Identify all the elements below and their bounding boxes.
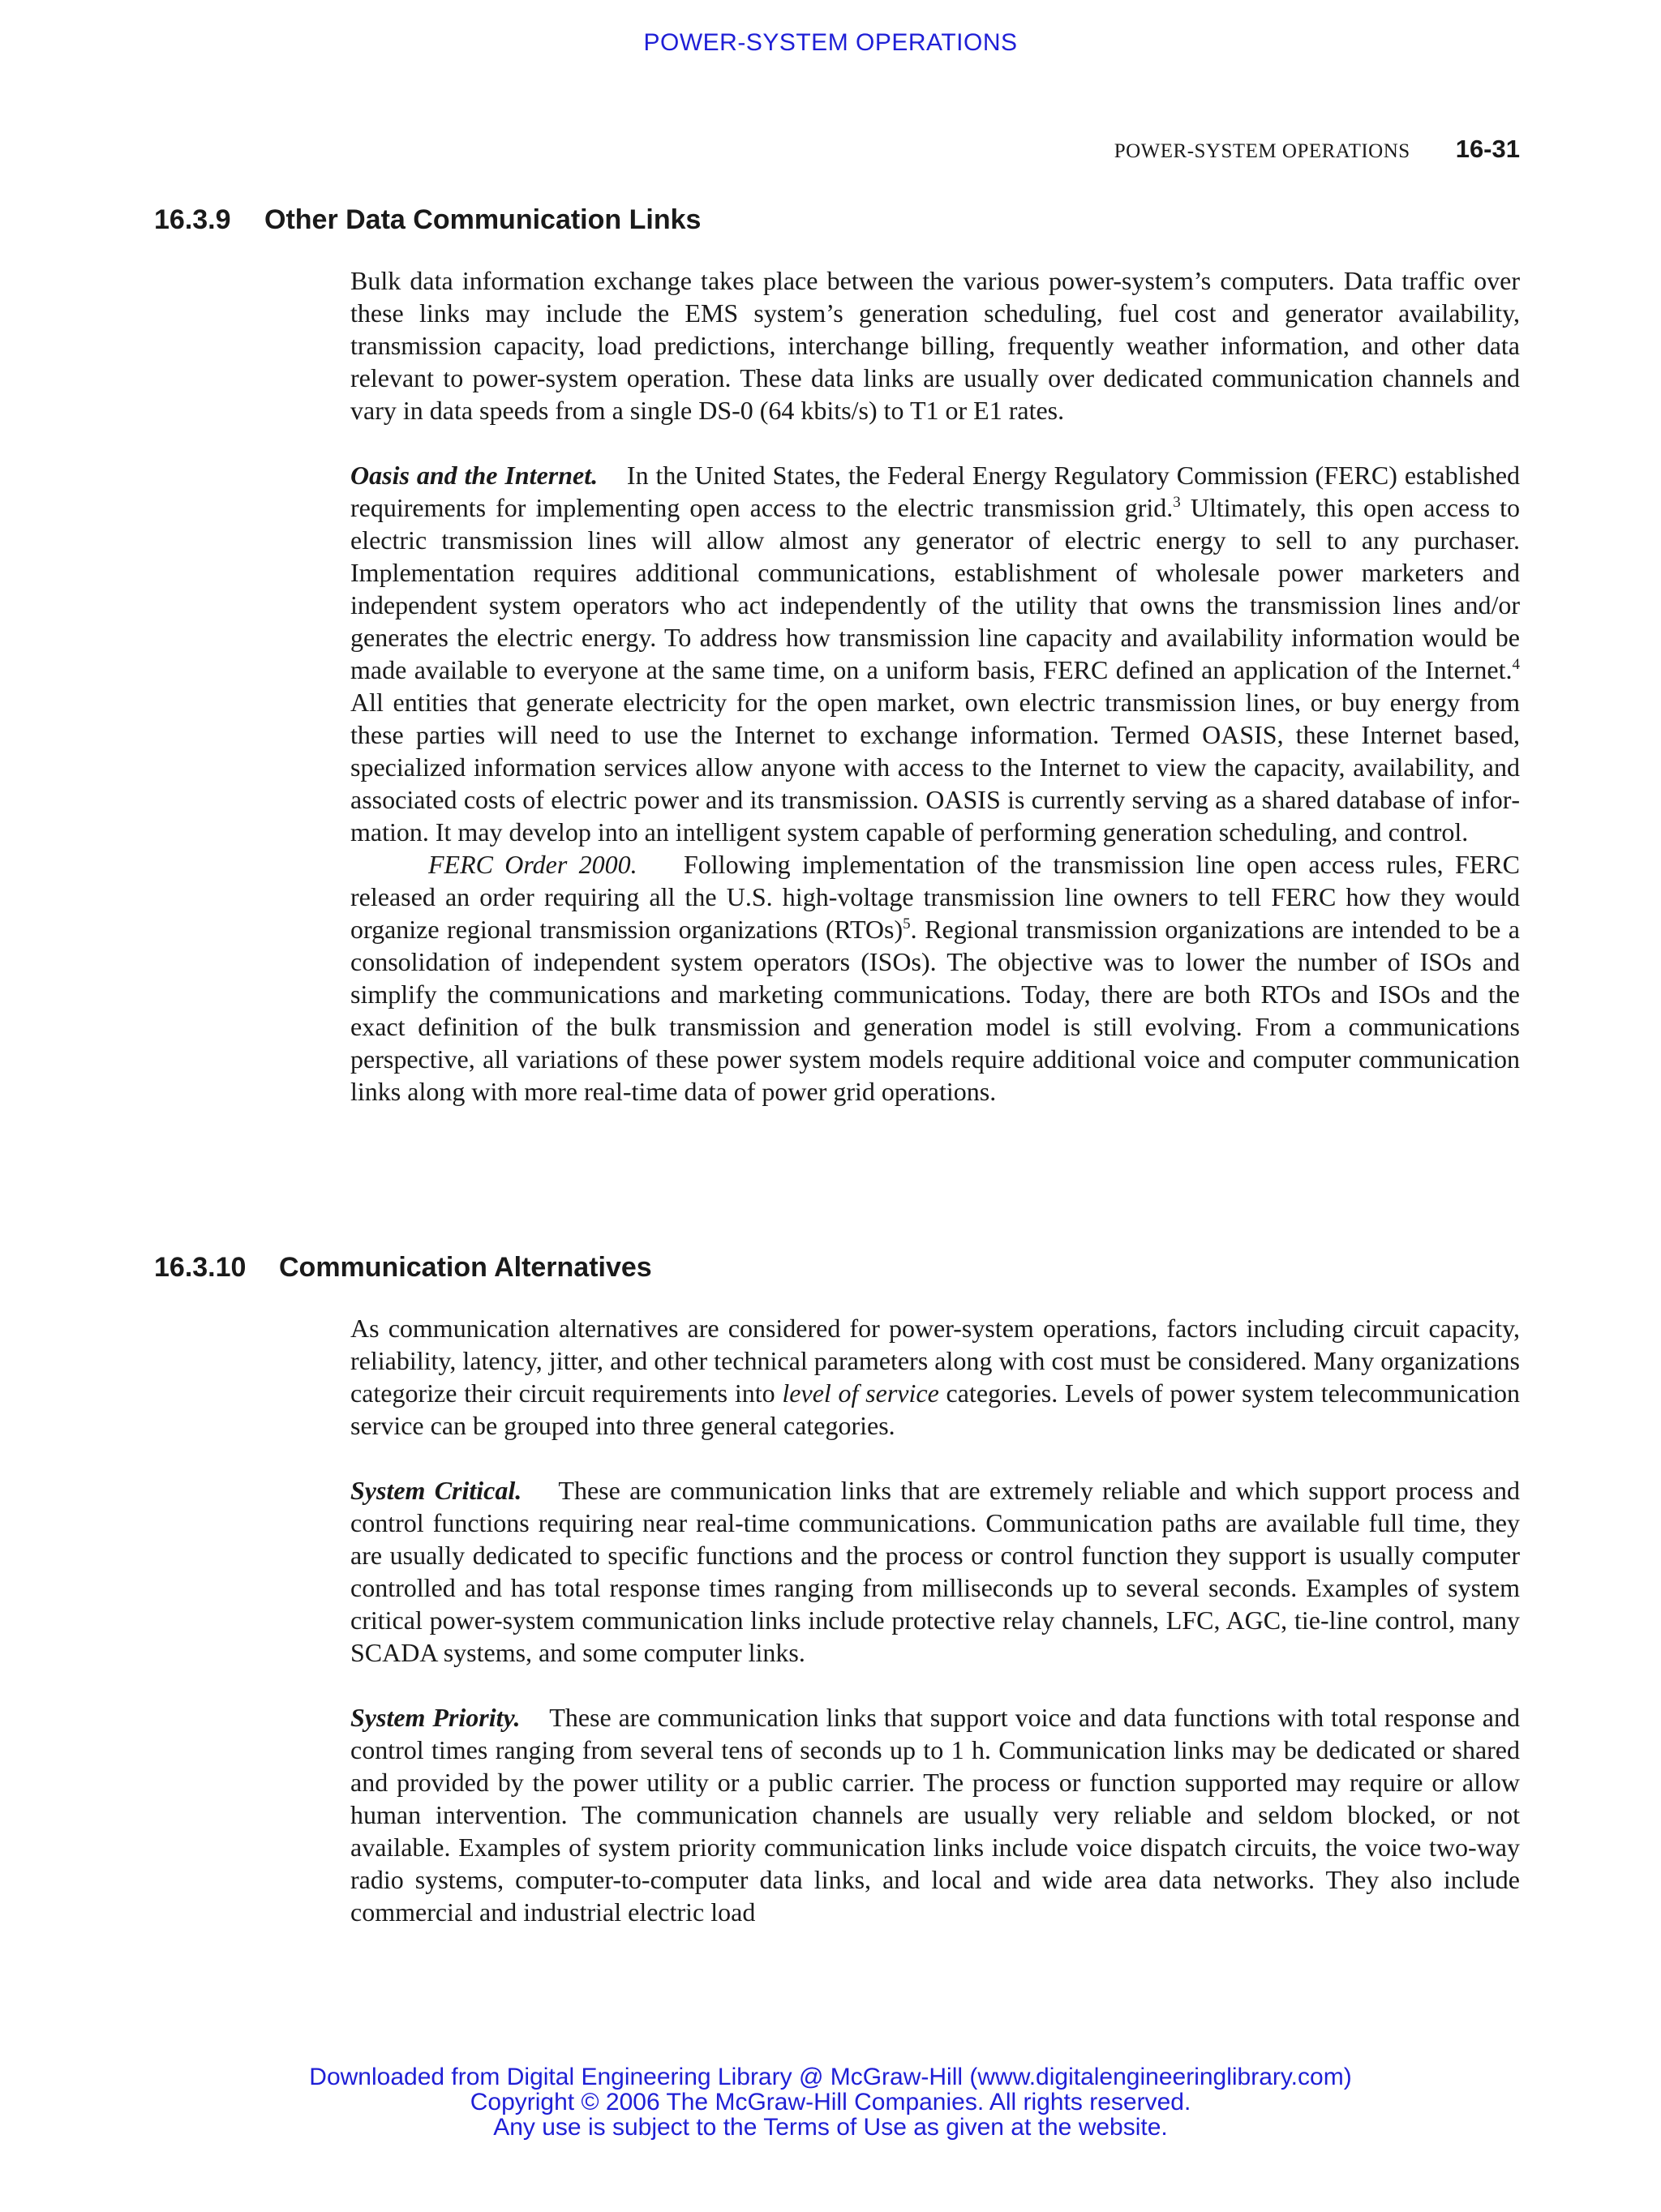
runin-heading-priority: System Priority. bbox=[350, 1703, 521, 1732]
priority-paragraph bbox=[350, 1701, 1520, 1928]
critical-text: These are communication links that are extremely reliable and which support process and control functions requiring near real-time communications. Communication paths are available full time, they are usually dedicated to specific functions and the process or control function they support is usually computer controlled and has total response times ranging from milliseconds up to several seconds. Examples of system critical power-system communication links include protective relay channels, LFC, AGC, tie-line control, many SCADA systems, and some computer links. bbox=[350, 1476, 1521, 1667]
section-heading-16-3-10 bbox=[154, 1252, 652, 1284]
critical-paragraph bbox=[350, 1474, 1520, 1669]
section-title: Communication Alternatives bbox=[279, 1252, 652, 1283]
oasis-paragraph bbox=[350, 459, 1520, 848]
runin-heading-critical: System Critical. bbox=[350, 1476, 522, 1505]
footer-terms-line: Any use is subject to the Terms of Use as given at the website. bbox=[493, 2114, 1168, 2141]
ferc-text-b: . Regional transmission organizations are intended to be a consolidation of independent system operators (ISOs). The objective was to lower the number of ISOs and simplify the communications and marketing communications. Today, there are both RTOs and ISOs and the exact definition of the bulk transmission and generation model is still evolving. From a communications perspective, all variations of these power system models require additional voice and computer communication links along with more real-time data of power grid operations. bbox=[350, 915, 1521, 1106]
alternatives-text-b: categories. Levels of power system telecommunication service can be grouped into three general categories. bbox=[350, 1378, 1521, 1440]
alternatives-text-a: As communication alternatives are considered for power-system operations, factors including circuit capacity, reliability, latency, jitter, and other technical parameters along with cost must be considered. Many organizations categorize their circuit requirements into bbox=[350, 1314, 1520, 1408]
footer-copyright-line: Copyright © 2006 The McGraw-Hill Companies. All rights reserved. bbox=[470, 2089, 1191, 2116]
section-number: 16.3.10 bbox=[154, 1252, 247, 1283]
copyright-footer bbox=[0, 2064, 1661, 2140]
alternatives-paragraph bbox=[350, 1312, 1520, 1442]
footnote-ref-5: 5 bbox=[903, 915, 911, 932]
ferc-paragraph bbox=[350, 848, 1520, 1108]
footnote-ref-4: 4 bbox=[1512, 656, 1520, 673]
paragraph-text: Bulk data information exchange takes place between the various power-system’s computers. Data traffic over these links may include the EMS system’s generation scheduling, fuel cost and generator availability, transmission capacity, load predictions, interchange billing, frequently weather information, and other data relevant to power-system operation. These data links are usually over dedicated communication channels and vary in data speeds from a single DS-0 (64 kbits/s) to T1 or E1 rates. bbox=[350, 266, 1520, 425]
footer-download-line: Downloaded from Digital Engineering Library @ McGraw-Hill (www.digitalengineeringlibrary.com) bbox=[309, 2064, 1352, 2090]
paragraph-alternatives bbox=[350, 1312, 1520, 1442]
section-title: Other Data Communication Links bbox=[264, 204, 702, 235]
paragraph-system-critical bbox=[350, 1474, 1520, 1669]
running-head bbox=[1114, 135, 1520, 164]
alternatives-emphasis: level of service bbox=[782, 1378, 939, 1408]
priority-text: These are communication links that support voice and data functions with total response and control times ranging from several tens of seconds up to 1 h. Communication links may be dedicated or shared and provided by the power utility or a public carrier. The process or function supported may require or allow human intervention. The communication channels are usually very reliable and seldom blocked, or not available. Examples of system priority communication links include voice dispatch circuits, the voice two-way radio systems, computer-to-computer data links, and local and wide area data networks. They also include commercial and industrial electric load bbox=[350, 1703, 1521, 1927]
paragraph-oasis bbox=[350, 459, 1520, 1108]
section-heading-16-3-9 bbox=[154, 204, 701, 236]
runin-heading-oasis: Oasis and the Internet. bbox=[350, 461, 599, 490]
running-head-title: POWER-SYSTEM OPERATIONS bbox=[1114, 140, 1410, 162]
page-number: 16-31 bbox=[1455, 135, 1520, 163]
oasis-text-a: In the United States, the Federal Energy Regulatory Commission (FERC) established requirements for implementing open access to the electric transmission grid. bbox=[350, 461, 1521, 522]
paragraph-system-priority bbox=[350, 1701, 1520, 1928]
ferc-text-a: Following implementation of the transmission line open access rules, FERC released an order requiring all the U.S. high-voltage transmission line owners to tell FERC how they would organize regional transmission organizations (RTOs) bbox=[350, 850, 1521, 944]
footnote-ref-3: 3 bbox=[1173, 494, 1181, 511]
oasis-text-c: All entities that generate electricity for the open market, own electric transmission lines, or buy energy from these parties will need to use the Internet to exchange information. Termed OASIS, these Internet based, specialized information services allow anyone with access to the Internet to view the capacity, availability, and associated costs of electric power and its transmission. OASIS is currently serving as a shared database of information. It may develop into an intelligent system capable of performing generation scheduling, and control. bbox=[350, 688, 1520, 847]
runin-heading-ferc: FERC Order 2000. bbox=[428, 850, 637, 879]
oasis-text-b: Ultimately, this open access to electric transmission lines will allow almost any generator of electric energy to sell to any purchaser. Implementation requires additional communications, establishment of wholesale power marketers and independent system operators who act independently of the utility that owns the transmission lines and/or generates the electric energy. To address how transmission line capacity and availability information would be made available to everyone at the same time, on a uniform basis, FERC defined an application of the Internet. bbox=[350, 493, 1521, 684]
section-number: 16.3.9 bbox=[154, 204, 231, 235]
paragraph-data-links bbox=[350, 264, 1520, 427]
top-banner: POWER-SYSTEM OPERATIONS bbox=[643, 29, 1018, 56]
